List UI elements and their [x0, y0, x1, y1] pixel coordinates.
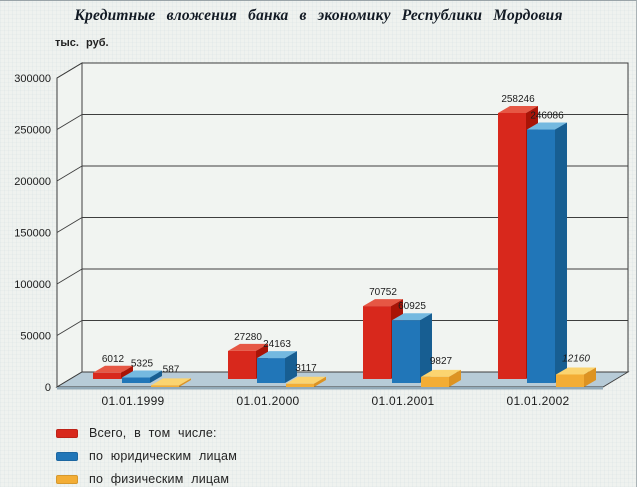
- bar-front-face: [257, 358, 285, 383]
- floor-front-edge: [57, 387, 603, 390]
- y-tick-label: 200000: [14, 176, 51, 188]
- y-tick-label: 150000: [14, 227, 51, 240]
- bar-s1-01.01.2002: [527, 123, 567, 383]
- x-category-label: 01.01.2001: [371, 394, 435, 408]
- y-tick-label: 0: [44, 382, 51, 394]
- legend-item-total: [56, 426, 237, 440]
- bar-value-label: 27280: [234, 331, 262, 343]
- x-category-label: 01.01.1999: [101, 394, 165, 408]
- bar-value-label: 5325: [130, 358, 154, 370]
- bar-front-face: [363, 306, 391, 379]
- y-tick-label: 300000: [14, 73, 51, 85]
- bar-front-face: [392, 320, 420, 383]
- bar-s1-01.01.2000: [257, 351, 297, 383]
- legend-label-total: Всего, в том числе:: [89, 426, 217, 440]
- bar-front-face: [527, 130, 555, 383]
- bar-front-face: [286, 384, 314, 387]
- bar-value-label: 587: [162, 364, 180, 376]
- y-tick-label: 50000: [20, 330, 51, 343]
- bar-s1-01.01.2001: [392, 313, 432, 383]
- bar-side-face: [555, 123, 567, 383]
- legend-swatch-legal-entities-icon: [56, 452, 78, 461]
- bar-front-face: [498, 113, 526, 379]
- bar-front-face: [122, 378, 150, 383]
- bar-value-label: 12160: [562, 353, 590, 365]
- y-axis-unit-label: тыс. руб.: [55, 37, 109, 49]
- bar-value-label: 60925: [398, 301, 426, 313]
- x-category-label: 01.01.2000: [236, 394, 300, 408]
- legend-item-individuals: [56, 472, 237, 486]
- legend-label-individuals: по физическим лицам: [89, 472, 230, 486]
- bar-value-label: 6012: [101, 353, 125, 365]
- bar-front-face: [228, 351, 256, 379]
- legend-swatch-total-icon: [56, 429, 78, 438]
- chart-title: Кредитные вложения банка в экономику Республики Мордовия: [74, 7, 563, 24]
- x-category-label: 01.01.2002: [506, 394, 570, 408]
- bar-value-label: 3117: [295, 362, 317, 374]
- bar-value-label: 70752: [369, 287, 397, 299]
- legend: [56, 426, 237, 486]
- bar-front-face: [421, 377, 449, 387]
- bar-front-face: [556, 374, 584, 387]
- legend-item-legal-entities: [56, 449, 237, 463]
- legend-label-legal-entities: по юридическим лицам: [89, 449, 237, 463]
- bar-value-label: 24163: [263, 339, 291, 351]
- bar-front-face: [93, 373, 121, 379]
- bar-front-face: [151, 385, 179, 387]
- bar-value-label: 9827: [429, 355, 453, 367]
- y-tick-label: 100000: [14, 279, 51, 291]
- bar-value-label: 246086: [530, 110, 564, 122]
- chart-plot-area: [0, 1, 637, 421]
- bar-value-label: 258246: [501, 94, 535, 106]
- y-tick-label: 250000: [14, 124, 51, 137]
- legend-swatch-individuals-icon: [56, 475, 78, 484]
